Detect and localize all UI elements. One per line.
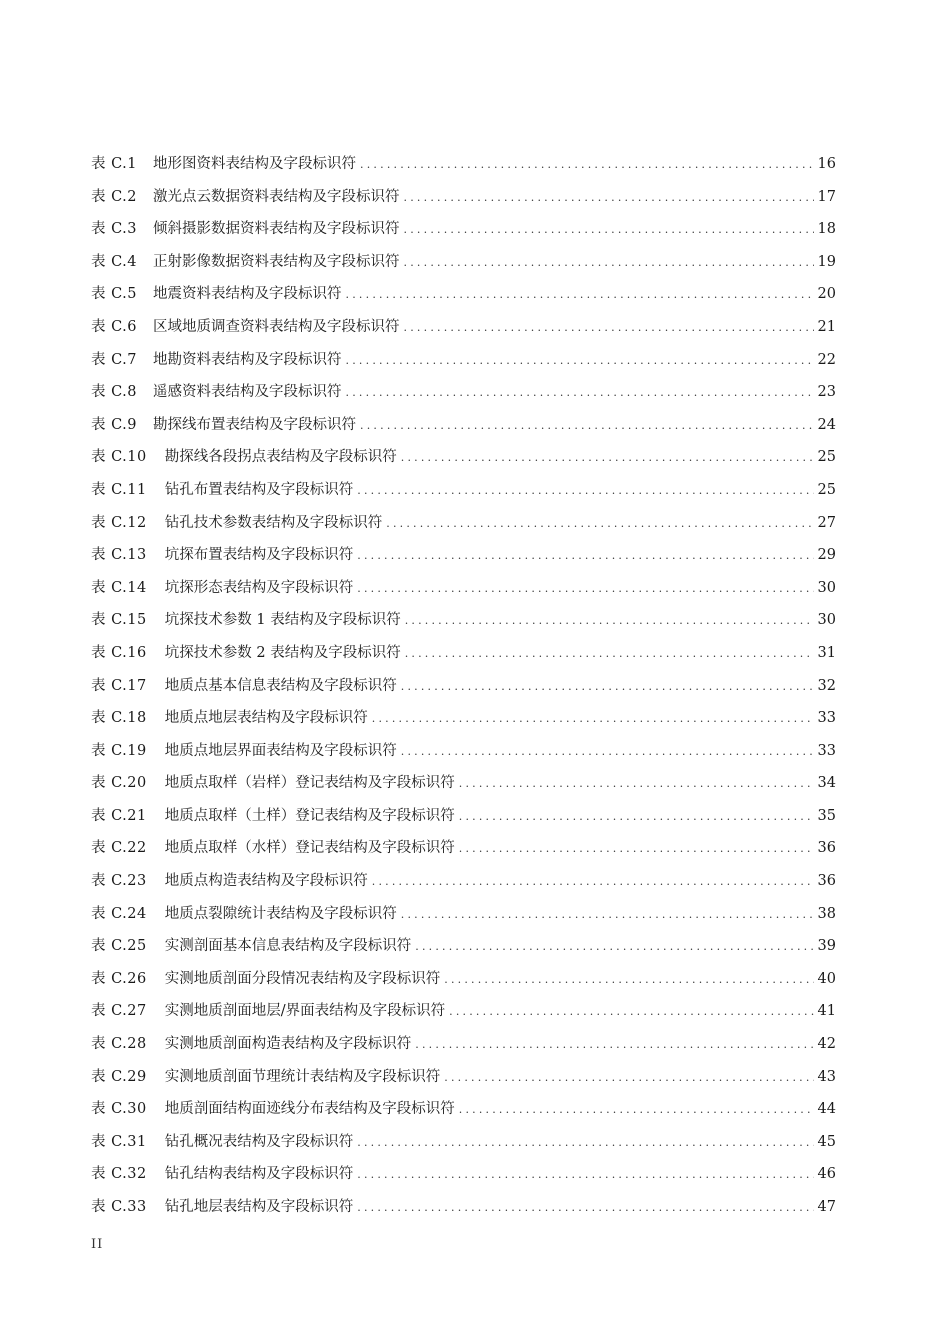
toc-leader-dots	[401, 736, 814, 769]
toc-entry[interactable]	[91, 963, 836, 996]
toc-entry-number: 表 C.4	[91, 253, 138, 270]
toc-entry-number: 表 C.7	[91, 351, 138, 368]
toc-leader-dots	[405, 638, 814, 671]
toc-entry-number: 表 C.31	[91, 1133, 147, 1150]
toc-entry-title: 地质点地层表结构及字段标识符	[164, 710, 368, 727]
toc-entry[interactable]	[91, 148, 836, 181]
toc-entry[interactable]	[91, 702, 836, 735]
toc-entry-page: 33	[817, 710, 836, 727]
toc-entry-number: 表 C.15	[91, 612, 147, 629]
toc-leader-dots	[346, 345, 814, 378]
toc-entry[interactable]	[91, 409, 836, 442]
toc-entry-page: 41	[817, 1003, 836, 1020]
toc-entry-number: 表 C.14	[91, 579, 147, 596]
toc-entry-page: 16	[817, 156, 836, 172]
toc-entry-number: 表 C.28	[91, 1036, 147, 1053]
page-number: II	[91, 1237, 104, 1252]
toc-entry-page: 36	[817, 840, 836, 857]
toc-entry-page: 21	[817, 318, 836, 335]
toc-entry-number: 表 C.6	[91, 318, 138, 335]
toc-entry-page: 24	[817, 416, 836, 433]
toc-entry[interactable]	[91, 995, 836, 1028]
toc-leader-dots	[415, 931, 813, 964]
toc-entry-page: 30	[817, 579, 836, 596]
toc-entry[interactable]	[91, 507, 836, 540]
toc-entry-page: 34	[817, 775, 836, 792]
toc-entry-page: 42	[817, 1036, 836, 1053]
toc-leader-dots	[415, 1029, 813, 1062]
toc-entry-page: 31	[817, 644, 836, 661]
toc-leader-dots	[459, 801, 814, 834]
toc-leader-dots	[449, 996, 813, 1029]
toc-entry-title: 钻孔布置表结构及字段标识符	[164, 481, 354, 498]
toc-leader-dots	[404, 312, 814, 345]
toc-entry-number: 表 C.16	[91, 644, 147, 661]
toc-entry-number: 表 C.17	[91, 677, 147, 694]
toc-entry[interactable]	[91, 474, 836, 507]
toc-entry-page: 25	[817, 449, 836, 466]
toc-leader-dots	[386, 508, 813, 541]
toc-leader-dots	[404, 247, 814, 280]
toc-entry[interactable]	[91, 1191, 836, 1224]
toc-leader-dots	[401, 671, 814, 704]
toc-entry-page: 38	[817, 905, 836, 922]
toc-entry-page: 29	[817, 547, 836, 564]
toc-entry-page: 30	[817, 612, 836, 629]
toc-entry[interactable]	[91, 1158, 836, 1191]
toc-entry[interactable]	[91, 800, 836, 833]
toc-entry-number: 表 C.8	[91, 384, 138, 401]
toc-leader-dots	[372, 866, 814, 899]
toc-entry-number: 表 C.12	[91, 514, 147, 531]
toc-entry-number: 表 C.29	[91, 1068, 147, 1085]
toc-entry[interactable]	[91, 376, 836, 409]
toc-entry-title: 钻孔结构表结构及字段标识符	[164, 1166, 354, 1183]
toc-entry-title: 坑探技术参数 1 表结构及字段标识符	[164, 612, 401, 629]
toc-entry-number: 表 C.10	[91, 449, 147, 466]
toc-entry[interactable]	[91, 181, 836, 214]
table-of-contents	[91, 148, 836, 1224]
toc-entry-page: 23	[817, 384, 836, 401]
toc-entry-title: 钻孔地层表结构及字段标识符	[164, 1199, 354, 1215]
toc-entry-number: 表 C.25	[91, 938, 147, 955]
toc-entry[interactable]	[91, 832, 836, 865]
toc-entry-number: 表 C.19	[91, 742, 147, 759]
toc-leader-dots	[346, 279, 814, 312]
toc-entry-title: 区域地质调查资料表结构及字段标识符	[153, 318, 400, 335]
toc-entry[interactable]	[91, 1028, 836, 1061]
toc-entry[interactable]	[91, 344, 836, 377]
toc-entry-title: 坑探形态表结构及字段标识符	[164, 579, 354, 596]
toc-leader-dots	[357, 1127, 813, 1160]
toc-entry-title: 地勘资料表结构及字段标识符	[153, 351, 342, 368]
toc-entry-number: 表 C.1	[91, 156, 138, 172]
toc-leader-dots	[357, 475, 813, 508]
toc-entry[interactable]	[91, 1061, 836, 1094]
toc-entry-number: 表 C.2	[91, 188, 138, 205]
toc-entry-page: 27	[817, 514, 836, 531]
toc-entry-title: 地震资料表结构及字段标识符	[153, 286, 342, 303]
toc-leader-dots	[404, 182, 814, 215]
toc-entry[interactable]	[91, 441, 836, 474]
toc-leader-dots	[357, 1192, 813, 1225]
toc-entry-title: 地质点取样（水样）登记表结构及字段标识符	[164, 840, 455, 857]
toc-leader-dots	[346, 377, 814, 410]
toc-entry[interactable]	[91, 865, 836, 898]
toc-entry-title: 正射影像数据资料表结构及字段标识符	[153, 253, 400, 270]
toc-entry-page: 33	[817, 742, 836, 759]
toc-entry-page: 47	[817, 1199, 836, 1215]
toc-leader-dots	[401, 442, 814, 475]
toc-entry-title: 激光点云数据资料表结构及字段标识符	[153, 188, 400, 205]
toc-leader-dots	[444, 1062, 813, 1095]
toc-entry-number: 表 C.3	[91, 221, 138, 238]
toc-entry[interactable]	[91, 604, 836, 637]
toc-leader-dots	[459, 768, 814, 801]
toc-entry[interactable]	[91, 539, 836, 572]
toc-entry[interactable]	[91, 1126, 836, 1159]
toc-entry[interactable]	[91, 930, 836, 963]
toc-entry-page: 20	[817, 286, 836, 303]
toc-entry-page: 18	[817, 221, 836, 238]
toc-entry-number: 表 C.32	[91, 1166, 147, 1183]
toc-leader-dots	[372, 703, 814, 736]
toc-leader-dots	[360, 149, 814, 182]
toc-entry-page: 32	[817, 677, 836, 694]
toc-entry-number: 表 C.5	[91, 286, 138, 303]
toc-entry-page: 25	[817, 481, 836, 498]
toc-leader-dots	[459, 1094, 814, 1127]
toc-entry-title: 地质剖面结构面迹线分布表结构及字段标识符	[164, 1101, 455, 1118]
toc-entry[interactable]	[91, 278, 836, 311]
toc-entry-page: 46	[817, 1166, 836, 1183]
toc-entry-title: 坑探技术参数 2 表结构及字段标识符	[164, 644, 401, 661]
toc-entry-title: 实测地质剖面地层/界面表结构及字段标识符	[164, 1003, 446, 1020]
toc-entry-number: 表 C.13	[91, 547, 147, 564]
toc-entry-title: 实测地质剖面节理统计表结构及字段标识符	[164, 1068, 441, 1085]
toc-entry-number: 表 C.22	[91, 840, 147, 857]
toc-entry-title: 实测地质剖面分段情况表结构及字段标识符	[164, 970, 441, 987]
toc-entry-title: 坑探布置表结构及字段标识符	[164, 547, 354, 564]
toc-entry-title: 地形图资料表结构及字段标识符	[153, 156, 357, 172]
toc-entry[interactable]	[91, 637, 836, 670]
toc-leader-dots	[357, 540, 813, 573]
toc-entry-page: 44	[817, 1101, 836, 1118]
toc-leader-dots	[357, 573, 813, 606]
toc-entry-number: 表 C.20	[91, 775, 147, 792]
toc-entry-page: 17	[817, 188, 836, 205]
toc-entry-page: 39	[817, 938, 836, 955]
toc-entry-number: 表 C.9	[91, 416, 138, 433]
toc-entry[interactable]	[91, 246, 836, 279]
toc-entry[interactable]	[91, 767, 836, 800]
toc-leader-dots	[360, 410, 814, 443]
toc-entry-page: 45	[817, 1133, 836, 1150]
toc-leader-dots	[444, 964, 813, 997]
toc-entry-number: 表 C.26	[91, 970, 147, 987]
toc-entry-page: 36	[817, 873, 836, 890]
toc-leader-dots	[404, 214, 814, 247]
toc-entry-number: 表 C.27	[91, 1003, 147, 1020]
toc-entry[interactable]	[91, 898, 836, 931]
toc-entry-title: 地质点取样（岩样）登记表结构及字段标识符	[164, 775, 455, 792]
toc-leader-dots	[401, 899, 814, 932]
toc-entry-number: 表 C.18	[91, 710, 147, 727]
toc-entry-title: 地质点裂隙统计表结构及字段标识符	[164, 905, 397, 922]
toc-entry-number: 表 C.30	[91, 1101, 147, 1118]
toc-entry-page: 43	[817, 1068, 836, 1085]
toc-entry[interactable]	[91, 735, 836, 768]
toc-entry-title: 钻孔概况表结构及字段标识符	[164, 1133, 354, 1150]
toc-entry[interactable]	[91, 1093, 836, 1126]
toc-entry-title: 地质点构造表结构及字段标识符	[164, 873, 368, 890]
toc-entry[interactable]	[91, 213, 836, 246]
toc-entry-number: 表 C.33	[91, 1199, 147, 1215]
toc-entry-title: 倾斜摄影数据资料表结构及字段标识符	[153, 221, 400, 238]
toc-leader-dots	[405, 605, 814, 638]
toc-entry-title: 地质点基本信息表结构及字段标识符	[164, 677, 397, 694]
toc-entry-title: 地质点取样（土样）登记表结构及字段标识符	[164, 807, 455, 824]
toc-leader-dots	[357, 1159, 813, 1192]
toc-entry-title: 实测剖面基本信息表结构及字段标识符	[164, 938, 412, 955]
toc-entry[interactable]	[91, 670, 836, 703]
toc-entry[interactable]	[91, 311, 836, 344]
toc-entry-number: 表 C.21	[91, 807, 147, 824]
toc-entry[interactable]	[91, 572, 836, 605]
toc-entry-title: 地质点地层界面表结构及字段标识符	[164, 742, 397, 759]
toc-entry-page: 35	[817, 807, 836, 824]
toc-entry-title: 勘探线布置表结构及字段标识符	[153, 416, 357, 433]
toc-entry-number: 表 C.23	[91, 873, 147, 890]
toc-entry-title: 遥感资料表结构及字段标识符	[153, 384, 342, 401]
toc-entry-page: 22	[817, 351, 836, 368]
toc-entry-page: 40	[817, 970, 836, 987]
toc-leader-dots	[459, 833, 814, 866]
toc-entry-title: 实测地质剖面构造表结构及字段标识符	[164, 1036, 412, 1053]
toc-entry-page: 19	[817, 253, 836, 270]
toc-entry-title: 钻孔技术参数表结构及字段标识符	[164, 514, 383, 531]
toc-entry-number: 表 C.11	[91, 481, 147, 498]
toc-entry-number: 表 C.24	[91, 905, 147, 922]
toc-entry-title: 勘探线各段拐点表结构及字段标识符	[164, 449, 397, 466]
